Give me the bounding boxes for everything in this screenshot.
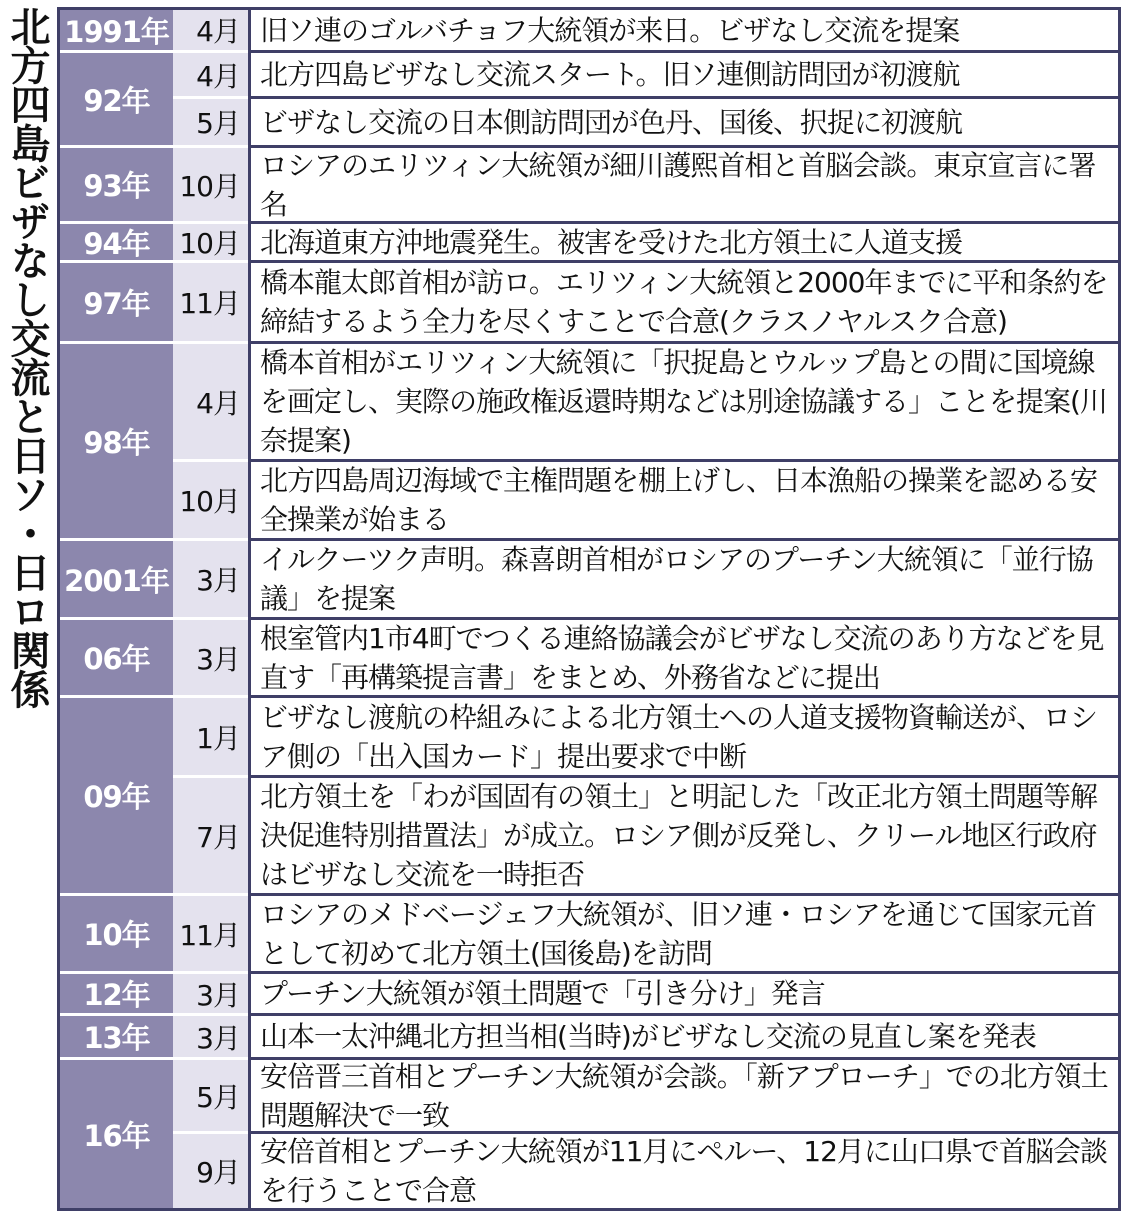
event-text: ビザなし渡航の枠組みによる北方領土への人道支援物資輸送が、ロシア側の「出入国カード」提出要求で中断 — [260, 700, 1098, 773]
event-text: イルクーツク声明。森喜朗首相がロシアのプーチン大統領に「並行協議」を提案 — [260, 543, 1093, 615]
year-cell: 98年 — [60, 344, 173, 541]
year-cell: 92年 — [60, 53, 173, 148]
timeline-table — [57, 7, 1121, 1211]
event-cell — [248, 263, 1118, 344]
event-cell — [248, 1060, 1118, 1134]
month-cell: 5月 — [173, 99, 248, 148]
year-cell: 2001年 — [60, 541, 173, 620]
year-cell: 13年 — [60, 1016, 173, 1060]
page-title: 北方四島ビザなし交流と日ソ・日ロ関係 — [4, 6, 50, 708]
month-cell: 10月 — [173, 462, 248, 541]
month-cell: 7月 — [173, 778, 248, 896]
event-cell — [248, 896, 1118, 974]
month-cell: 1月 — [173, 698, 248, 778]
event-cell — [248, 541, 1118, 620]
event-text: ロシアのメドベージェフ大統領が、旧ソ連・ロシアを通じて国家元首として初めて北方領土(国後島)を訪問 — [260, 897, 1096, 970]
year-cell: 10年 — [60, 896, 173, 974]
year-cell: 06年 — [60, 620, 173, 698]
year-cell: 09年 — [60, 698, 173, 896]
event-text: 根室管内1市4町でつくる連絡協議会がビザなし交流のあり方などを見直す「再構築提言書」をまとめ、外務省などに提出 — [260, 621, 1104, 694]
event-text: 北方領土を「わが国固有の領土」と明記した「改正北方領土問題等解決促進特別措置法」が成立。ロシア側が反発し、クリール地区行政府はビザなし交流を一時拒否 — [260, 780, 1098, 891]
month-cell: 11月 — [173, 896, 248, 974]
event-cell — [248, 1134, 1118, 1208]
event-cell — [248, 778, 1118, 896]
year-cell: 94年 — [60, 224, 173, 263]
event-text: 橋本龍太郎首相が訪ロ。エリツィン大統領と2000年までに平和条約を締結するよう全力を尽くすことで合意(クラスノヤルスク合意) — [260, 266, 1108, 338]
event-text: ビザなし交流の日本側訪問団が色丹、国後、択捉に初渡航 — [260, 105, 963, 139]
event-cell — [248, 10, 1118, 53]
event-text: 山本一太沖縄北方担当相(当時)がビザなし交流の見直し案を発表 — [260, 1020, 1036, 1053]
event-cell — [248, 698, 1118, 778]
event-text: プーチン大統領が領土問題で「引き分け」発言 — [260, 977, 825, 1010]
month-cell: 3月 — [173, 541, 248, 620]
event-text: 安倍晋三首相とプーチン大統領が会談。「新アプローチ」での北方領土問題解決で一致 — [260, 1060, 1108, 1132]
month-cell: 3月 — [173, 974, 248, 1016]
event-text: 北海道東方沖地震発生。被害を受けた北方領土に人道支援 — [260, 225, 963, 259]
event-text: ロシアのエリツィン大統領が細川護熙首相と首脳会談。東京宣言に署名 — [260, 148, 1096, 221]
month-cell: 4月 — [173, 344, 248, 462]
month-cell: 11月 — [173, 263, 248, 344]
event-cell — [248, 462, 1118, 541]
month-cell: 9月 — [173, 1134, 248, 1208]
month-cell: 10月 — [173, 148, 248, 224]
event-text: 北方四島ビザなし交流スタート。旧ソ連側訪問団が初渡航 — [260, 58, 960, 91]
year-cell: 93年 — [60, 148, 173, 224]
year-cell: 16年 — [60, 1060, 173, 1208]
event-cell — [248, 620, 1118, 698]
year-cell: 97年 — [60, 263, 173, 344]
month-cell: 3月 — [173, 620, 248, 698]
month-cell: 3月 — [173, 1016, 248, 1060]
year-cell: 1991年 — [60, 10, 173, 53]
event-cell — [248, 974, 1118, 1016]
event-text: 旧ソ連のゴルバチョフ大統領が来日。ビザなし交流を提案 — [260, 13, 960, 47]
event-text: 橋本首相がエリツィン大統領に「択捉島とウルップ島との間に国境線を画定し、実際の施政権返還時期などは別途協議する」ことを提案(川奈提案) — [260, 346, 1107, 457]
event-cell — [248, 99, 1118, 148]
event-cell — [248, 148, 1118, 224]
event-cell — [248, 344, 1118, 462]
month-cell: 4月 — [173, 53, 248, 99]
event-cell — [248, 53, 1118, 99]
month-cell: 10月 — [173, 224, 248, 263]
month-cell: 4月 — [173, 10, 248, 53]
event-cell — [248, 1016, 1118, 1060]
event-cell — [248, 224, 1118, 263]
event-text: 北方四島周辺海域で主権問題を棚上げし、日本漁船の操業を認める安全操業が始まる — [260, 464, 1098, 536]
event-text: 安倍首相とプーチン大統領が11月にペルー、12月に山口県で首脳会談を行うことで合意 — [260, 1135, 1107, 1207]
year-cell: 12年 — [60, 974, 173, 1016]
month-cell: 5月 — [173, 1060, 248, 1134]
